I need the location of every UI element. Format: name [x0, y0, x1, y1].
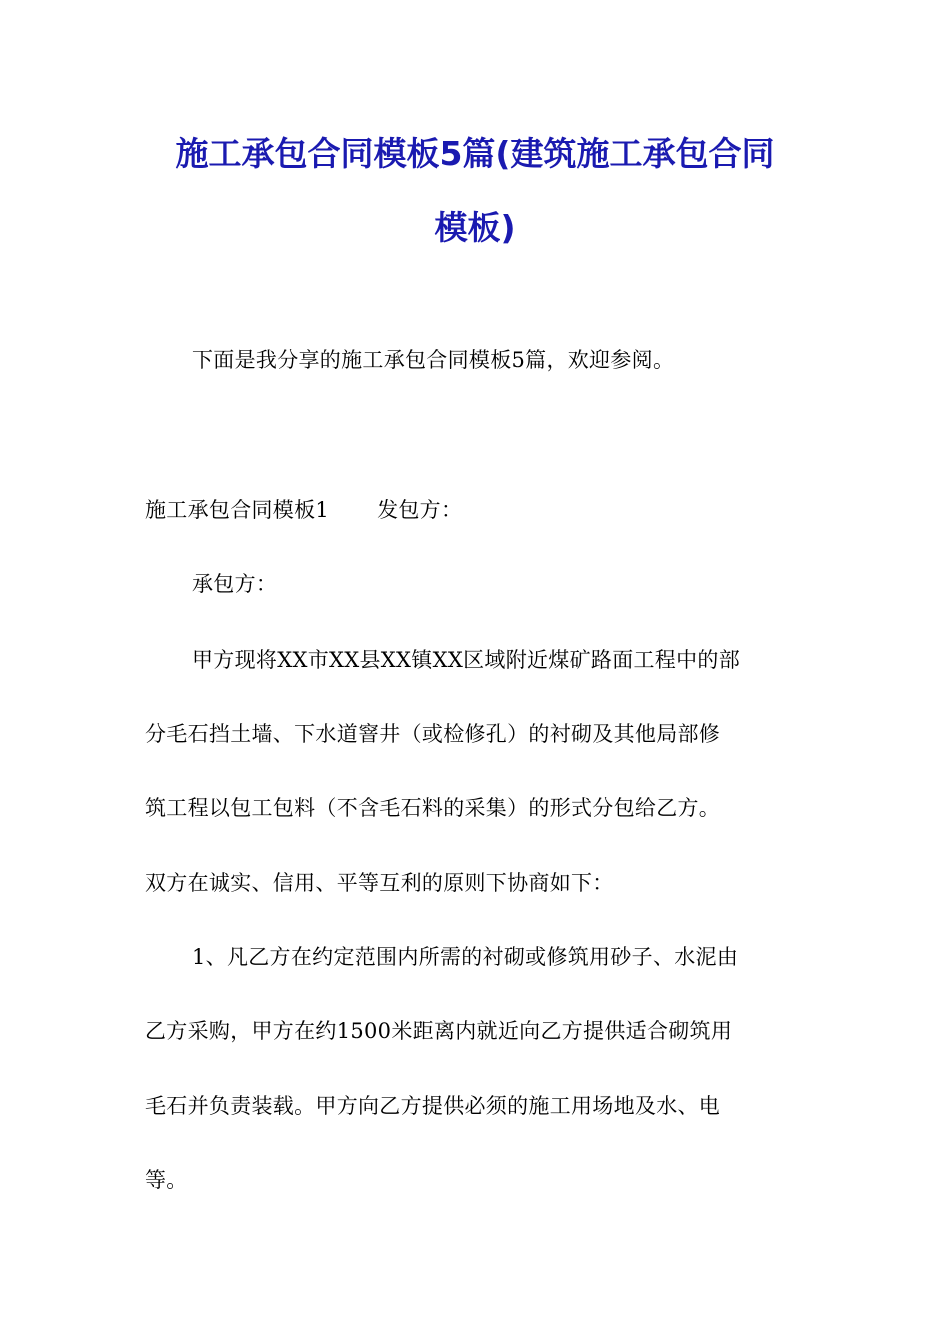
employer-label: 发包方： [377, 498, 463, 522]
body-line: 双方在诚实、信用、平等互利的原则下协商如下： [145, 871, 614, 895]
document-title-line-2: 模板) [434, 208, 516, 247]
body-line: 筑工程以包工包料（不含毛石料的采集）的形式分包给乙方。 [145, 796, 721, 820]
section-heading-row [145, 496, 462, 524]
body-line: 等。 [145, 1168, 188, 1192]
body-line: 甲方现将XX市XX县XX镇XX区域附近煤矿路面工程中的部 [192, 648, 740, 672]
body-line: 1、凡乙方在约定范围内所需的衬砌或修筑用砂子、水泥由 [192, 945, 739, 969]
contractor-label: 承包方： [192, 572, 278, 596]
document-title-line-1: 施工承包合同模板5篇(建筑施工承包合同 [175, 134, 775, 173]
body-line: 毛石并负责装载。甲方向乙方提供必须的施工用场地及水、电 [145, 1094, 721, 1118]
body-line: 分毛石挡土墙、下水道窨井（或检修孔）的衬砌及其他局部修 [145, 722, 721, 746]
section-heading: 施工承包合同模板1 [145, 498, 330, 522]
body-line: 乙方采购，甲方在约1500米距离内就近向乙方提供适合砌筑用 [145, 1019, 733, 1043]
intro-paragraph: 下面是我分享的施工承包合同模板5篇，欢迎参阅。 [192, 348, 675, 372]
